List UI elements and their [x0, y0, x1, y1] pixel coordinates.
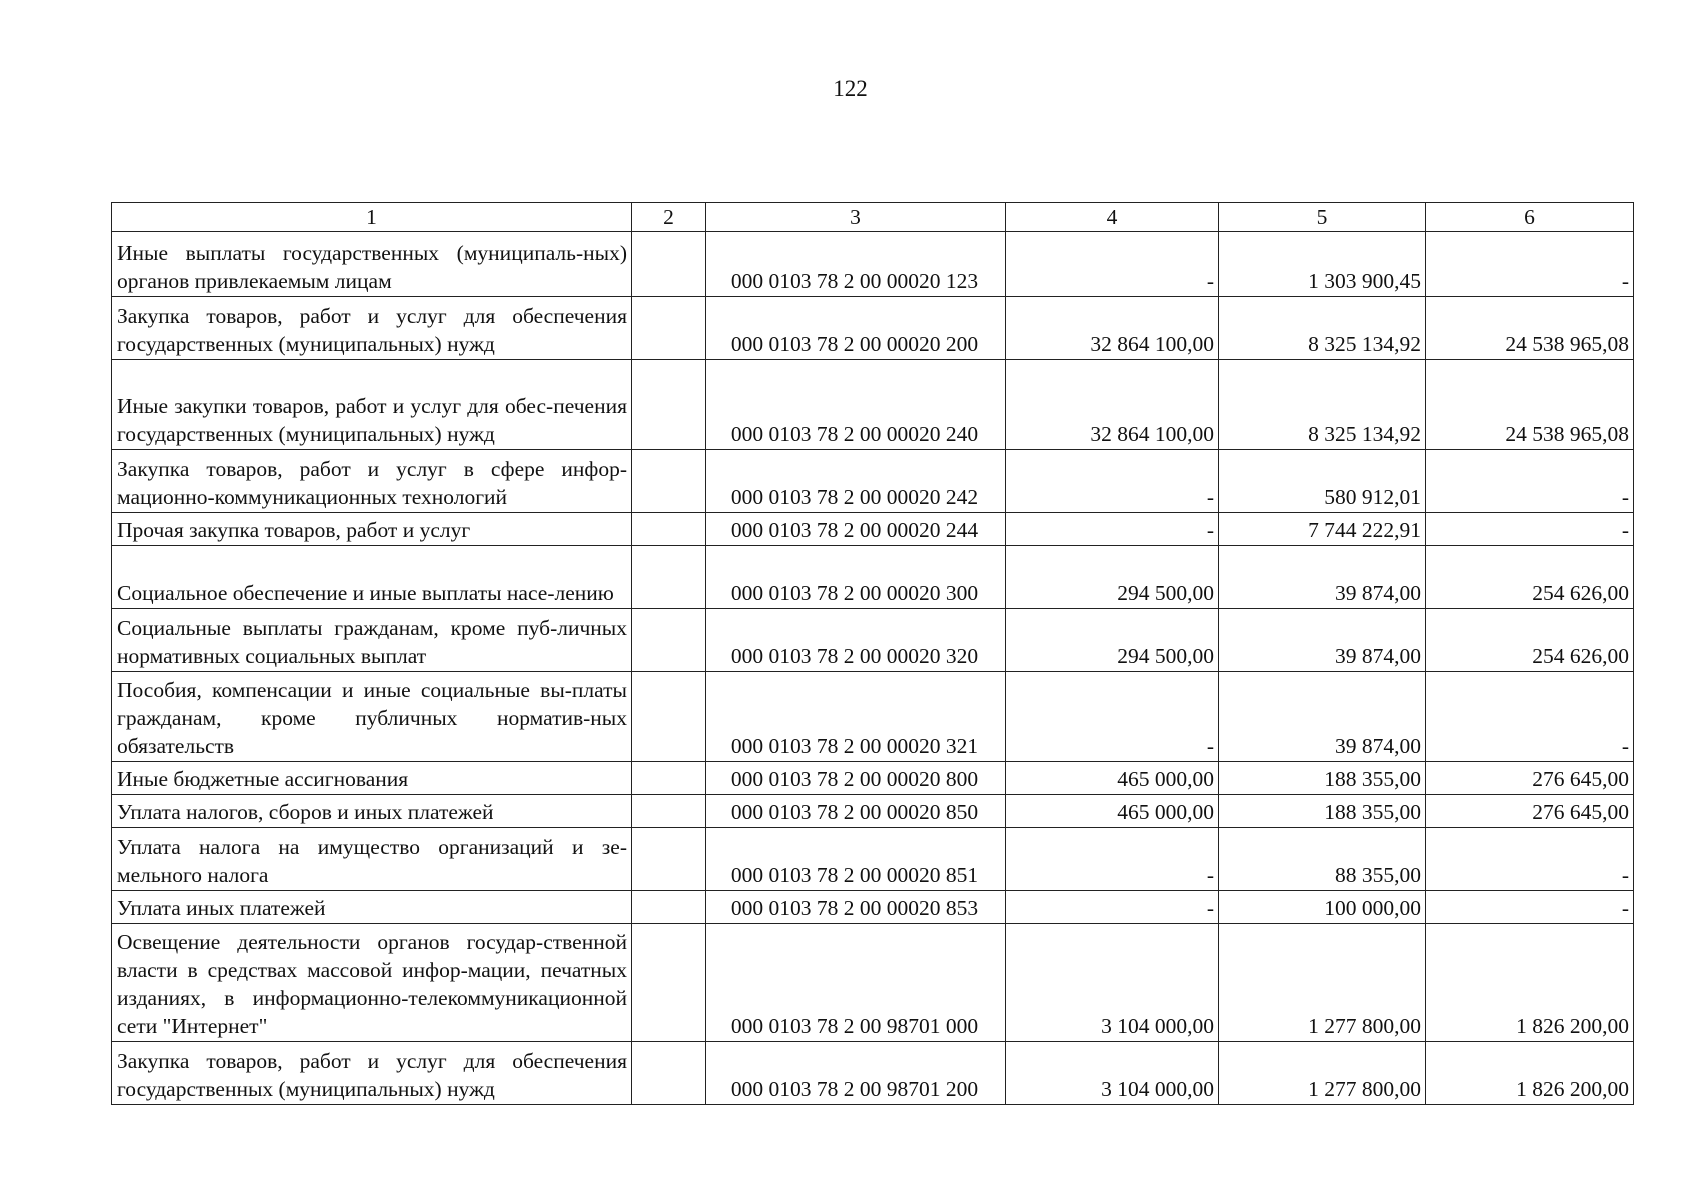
- budget-code: 000 0103 78 2 00 98701 000: [706, 924, 1006, 1042]
- table-row: [112, 828, 1634, 891]
- budget-code: 000 0103 78 2 00 00020 242: [706, 450, 1006, 513]
- column-2-cell: [632, 924, 706, 1042]
- amount-col5: 188 355,00: [1219, 762, 1426, 795]
- budget-code: 000 0103 78 2 00 98701 200: [706, 1042, 1006, 1105]
- budget-code: 000 0103 78 2 00 00020 200: [706, 297, 1006, 360]
- column-header: 1: [112, 203, 632, 232]
- item-name: Закупка товаров, работ и услуг в сфере инфор-мационно-коммуникационных технологий: [112, 450, 632, 513]
- table-row: [112, 609, 1634, 672]
- amount-col4: -: [1006, 828, 1219, 891]
- table-row: [112, 672, 1634, 762]
- amount-col6: 1 826 200,00: [1426, 924, 1634, 1042]
- item-name: Уплата налога на имущество организаций и зе-мельного налога: [112, 828, 632, 891]
- table-row: [112, 795, 1634, 828]
- item-name: Закупка товаров, работ и услуг для обеспечения государственных (муниципальных) нужд: [112, 1042, 632, 1105]
- amount-col5: 8 325 134,92: [1219, 360, 1426, 450]
- budget-code: 000 0103 78 2 00 00020 123: [706, 232, 1006, 297]
- column-2-cell: [632, 232, 706, 297]
- column-2-cell: [632, 297, 706, 360]
- column-2-cell: [632, 450, 706, 513]
- item-name: Социальные выплаты гражданам, кроме пуб-личных нормативных социальных выплат: [112, 609, 632, 672]
- column-header: 6: [1426, 203, 1634, 232]
- item-name: Прочая закупка товаров, работ и услуг: [112, 513, 632, 546]
- amount-col5: 39 874,00: [1219, 546, 1426, 609]
- amount-col4: -: [1006, 513, 1219, 546]
- budget-code: 000 0103 78 2 00 00020 800: [706, 762, 1006, 795]
- budget-code: 000 0103 78 2 00 00020 300: [706, 546, 1006, 609]
- amount-col6: -: [1426, 450, 1634, 513]
- item-name: Уплата иных платежей: [112, 891, 632, 924]
- amount-col5: 88 355,00: [1219, 828, 1426, 891]
- column-2-cell: [632, 513, 706, 546]
- amount-col5: 39 874,00: [1219, 609, 1426, 672]
- table-row: [112, 546, 1634, 609]
- table-row: [112, 762, 1634, 795]
- amount-col6: 1 826 200,00: [1426, 1042, 1634, 1105]
- budget-code: 000 0103 78 2 00 00020 850: [706, 795, 1006, 828]
- column-2-cell: [632, 672, 706, 762]
- table-row: [112, 513, 1634, 546]
- column-header: 4: [1006, 203, 1219, 232]
- amount-col6: 254 626,00: [1426, 609, 1634, 672]
- amount-col6: -: [1426, 828, 1634, 891]
- page-number: 122: [833, 76, 868, 101]
- item-name: Иные выплаты государственных (муниципаль-ных) органов привлекаемым лицам: [112, 232, 632, 297]
- amount-col4: -: [1006, 891, 1219, 924]
- column-2-cell: [632, 762, 706, 795]
- amount-col6: -: [1426, 672, 1634, 762]
- amount-col6: 24 538 965,08: [1426, 297, 1634, 360]
- amount-col4: 32 864 100,00: [1006, 297, 1219, 360]
- column-2-cell: [632, 1042, 706, 1105]
- amount-col6: 24 538 965,08: [1426, 360, 1634, 450]
- budget-code: 000 0103 78 2 00 00020 321: [706, 672, 1006, 762]
- column-header: 5: [1219, 203, 1426, 232]
- table-row: [112, 450, 1634, 513]
- amount-col4: 294 500,00: [1006, 609, 1219, 672]
- amount-col4: 3 104 000,00: [1006, 1042, 1219, 1105]
- item-name: Закупка товаров, работ и услуг для обеспечения государственных (муниципальных) нужд: [112, 297, 632, 360]
- budget-table: [111, 202, 1634, 1105]
- amount-col4: 32 864 100,00: [1006, 360, 1219, 450]
- amount-col5: 1 303 900,45: [1219, 232, 1426, 297]
- column-2-cell: [632, 546, 706, 609]
- amount-col5: 188 355,00: [1219, 795, 1426, 828]
- table-row: [112, 232, 1634, 297]
- column-2-cell: [632, 609, 706, 672]
- column-2-cell: [632, 828, 706, 891]
- item-name: Пособия, компенсации и иные социальные вы-платы гражданам, кроме публичных норматив-ных обязательств: [112, 672, 632, 762]
- item-name: Освещение деятельности органов государ-ственной власти в средствах массовой инфор-мации, печатных изданиях, в информационно-телекоммуникационной сети "Интернет": [112, 924, 632, 1042]
- amount-col4: 294 500,00: [1006, 546, 1219, 609]
- table-row: [112, 891, 1634, 924]
- amount-col4: 465 000,00: [1006, 762, 1219, 795]
- amount-col5: 7 744 222,91: [1219, 513, 1426, 546]
- table-row: [112, 1042, 1634, 1105]
- amount-col4: 3 104 000,00: [1006, 924, 1219, 1042]
- amount-col5: 8 325 134,92: [1219, 297, 1426, 360]
- amount-col5: 1 277 800,00: [1219, 924, 1426, 1042]
- amount-col5: 580 912,01: [1219, 450, 1426, 513]
- table-header-row: [112, 203, 1634, 232]
- column-2-cell: [632, 795, 706, 828]
- table-row: [112, 360, 1634, 450]
- amount-col4: 465 000,00: [1006, 795, 1219, 828]
- amount-col4: -: [1006, 232, 1219, 297]
- amount-col5: 39 874,00: [1219, 672, 1426, 762]
- budget-code: 000 0103 78 2 00 00020 320: [706, 609, 1006, 672]
- amount-col6: -: [1426, 891, 1634, 924]
- budget-code: 000 0103 78 2 00 00020 240: [706, 360, 1006, 450]
- amount-col4: -: [1006, 450, 1219, 513]
- amount-col6: 254 626,00: [1426, 546, 1634, 609]
- item-name: Иные бюджетные ассигнования: [112, 762, 632, 795]
- amount-col6: 276 645,00: [1426, 795, 1634, 828]
- amount-col5: 1 277 800,00: [1219, 1042, 1426, 1105]
- table-row: [112, 924, 1634, 1042]
- amount-col6: -: [1426, 232, 1634, 297]
- column-2-cell: [632, 891, 706, 924]
- column-header: 3: [706, 203, 1006, 232]
- amount-col4: -: [1006, 672, 1219, 762]
- item-name: Социальное обеспечение и иные выплаты насе-лению: [112, 546, 632, 609]
- column-header: 2: [632, 203, 706, 232]
- table-row: [112, 297, 1634, 360]
- amount-col6: -: [1426, 513, 1634, 546]
- amount-col6: 276 645,00: [1426, 762, 1634, 795]
- item-name: Иные закупки товаров, работ и услуг для обес-печения государственных (муниципальных) нужд: [112, 360, 632, 450]
- item-name: Уплата налогов, сборов и иных платежей: [112, 795, 632, 828]
- budget-code: 000 0103 78 2 00 00020 853: [706, 891, 1006, 924]
- budget-code: 000 0103 78 2 00 00020 244: [706, 513, 1006, 546]
- column-2-cell: [632, 360, 706, 450]
- budget-code: 000 0103 78 2 00 00020 851: [706, 828, 1006, 891]
- amount-col5: 100 000,00: [1219, 891, 1426, 924]
